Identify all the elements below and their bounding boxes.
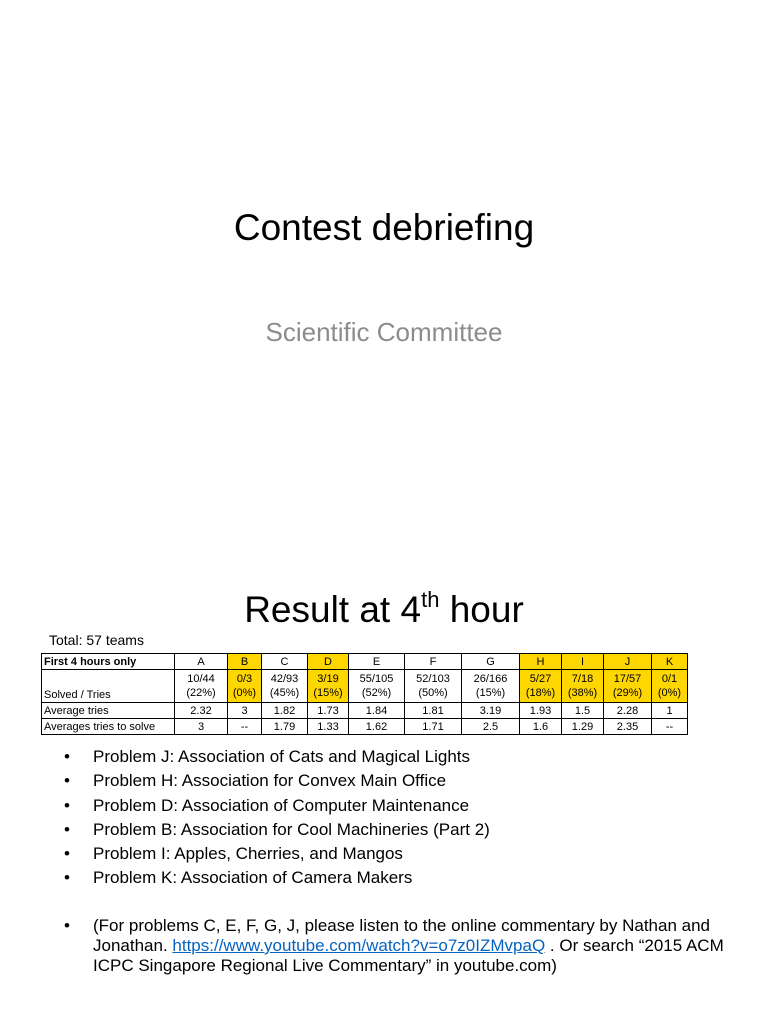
avg-solve-cell-e: 1.62 [349,719,405,735]
solved-ratio: 52/103 [416,673,450,685]
solved-percent: (52%) [361,687,392,699]
slide-subtitle: Scientific Committee [265,317,503,347]
problem-text: Problem J: Association of Cats and Magical Lights [93,747,471,766]
solved-ratio: 10/44 [187,673,215,685]
avg-tries-cell-i: 1.5 [562,703,604,719]
avg-tries-cell-d: 1.73 [308,703,349,719]
solved-cell-f [405,670,462,703]
solved-percent: (18%) [525,687,556,699]
solved-percent: (50%) [418,687,448,699]
solved-cell-h [520,670,562,703]
total-teams: Total: 57 teams [49,632,144,648]
solved-cell-j [604,670,652,703]
solved-ratio: 55/105 [359,673,394,685]
solved-percent: (45%) [269,687,300,699]
solved-ratio: 26/166 [473,673,508,685]
results-table [41,653,688,735]
avg-tries-row [42,703,688,719]
problem-text: Problem D: Association of Computer Maintenance [93,795,470,815]
solved-ratio: 42/93 [270,673,299,685]
solved-cell-e [349,670,405,703]
problem-header-j: J [604,654,652,670]
solved-ratio: 0/3 [236,673,253,685]
problem-list [64,745,744,891]
problem-header-f: F [405,654,462,670]
avg-solve-cell-d: 1.33 [308,719,349,735]
problem-list-item [64,866,744,890]
solved-row [42,670,688,703]
avg-tries-cell-h: 1.93 [520,703,562,719]
bullet-icon: • [64,795,70,815]
problem-header-b: B [228,654,262,670]
problem-list-item [64,842,744,866]
problem-header-k: K [652,654,688,670]
solved-ratio: 5/27 [529,673,552,685]
avg-tries-cell-j: 2.28 [604,703,652,719]
commentary-text [64,916,744,976]
header-label: First 4 hours only [42,654,175,670]
solved-label: Solved / Tries [42,670,175,703]
results-title-main: Result at 4 [244,589,422,630]
avg-tries-cell-k: 1 [652,703,688,719]
avg-tries-cell-f: 1.81 [405,703,462,719]
avg-tries-cell-b: 3 [228,703,262,719]
problem-text: Problem H: Association for Convex Main Office [93,771,447,791]
youtube-link[interactable]: https://www.youtube.com/watch?v=o7z0IZMvpaQ [172,936,546,955]
avg-tries-cell-a: 2.32 [175,703,228,719]
problem-header-a: A [175,654,228,670]
note-prefix: (For problems C, E, F, G, J, please listen to the online commentary by Nathan and Jonathan. [93,916,711,955]
solved-cell-a [175,670,228,703]
bullet-icon: • [64,819,70,839]
note-suffix: . Or search “2015 ACM ICPC Singapore Regional Live Commentary” in youtube.com) [93,936,724,975]
problem-text: Problem B: Association for Cool Machineries (Part 2) [93,819,490,839]
avg-solve-cell-k: -- [652,719,688,735]
problem-header-g: G [462,654,520,670]
problem-header-c: C [262,654,308,670]
problem-list-item [64,818,744,842]
problem-text: Problem I: Apples, Cherries, and Mangos [93,844,403,864]
avg-solve-cell-h: 1.6 [520,719,562,735]
solved-cell-i [562,670,604,703]
problem-header-d: D [308,654,349,670]
solved-percent: (38%) [567,687,598,699]
solved-ratio: 17/57 [613,673,642,685]
problem-list-item [64,769,744,793]
avg-solve-cell-f: 1.71 [405,719,462,735]
avg-solve-cell-g: 2.5 [462,719,520,735]
slide-title: Contest debriefing [233,207,535,248]
solved-percent: (29%) [612,687,643,699]
solved-ratio: 3/19 [317,673,339,685]
results-title-sup: th [421,587,440,612]
solved-cell-c [262,670,308,703]
avg-tries-cell-g: 3.19 [462,703,520,719]
problem-text: Problem K: Association of Camera Makers [93,868,413,888]
results-title [0,585,768,635]
avg-tries-cell-c: 1.82 [262,703,308,719]
header-row [42,654,688,670]
solved-cell-g [462,670,520,703]
bullet-icon: • [64,771,70,791]
bullet-icon: • [64,747,70,766]
avg-solve-cell-c: 1.79 [262,719,308,735]
solved-cell-b [228,670,262,703]
solved-percent: (0%) [657,687,682,699]
solved-ratio: 7/18 [571,673,594,685]
solved-ratio: 0/1 [661,673,678,685]
results-title-end: hour [439,589,524,630]
problem-header-e: E [349,654,405,670]
bullet-icon: • [64,868,70,888]
avg-tries-cell-e: 1.84 [349,703,405,719]
bullet-icon: • [64,916,70,935]
avg-solve-cell-j: 2.35 [604,719,652,735]
solved-percent: (15%) [475,687,506,699]
problem-header-h: H [520,654,562,670]
bullet-icon: • [64,844,70,864]
solved-cell-k [652,670,688,703]
problem-list-item [64,745,744,769]
commentary-note [64,916,744,976]
avg-tries-label: Average tries [42,703,175,719]
solved-percent: (15%) [313,687,343,699]
avg-solve-cell-i: 1.29 [562,719,604,735]
problem-header-i: I [562,654,604,670]
avg-solve-cell-a: 3 [175,719,228,735]
problem-list-item [64,794,744,818]
avg-solve-label: Averages tries to solve [42,719,175,735]
avg-solve-row [42,719,688,735]
solved-percent: (0%) [232,687,257,699]
avg-solve-cell-b: -- [228,719,262,735]
solved-cell-d [308,670,349,703]
solved-percent: (22%) [186,687,216,699]
